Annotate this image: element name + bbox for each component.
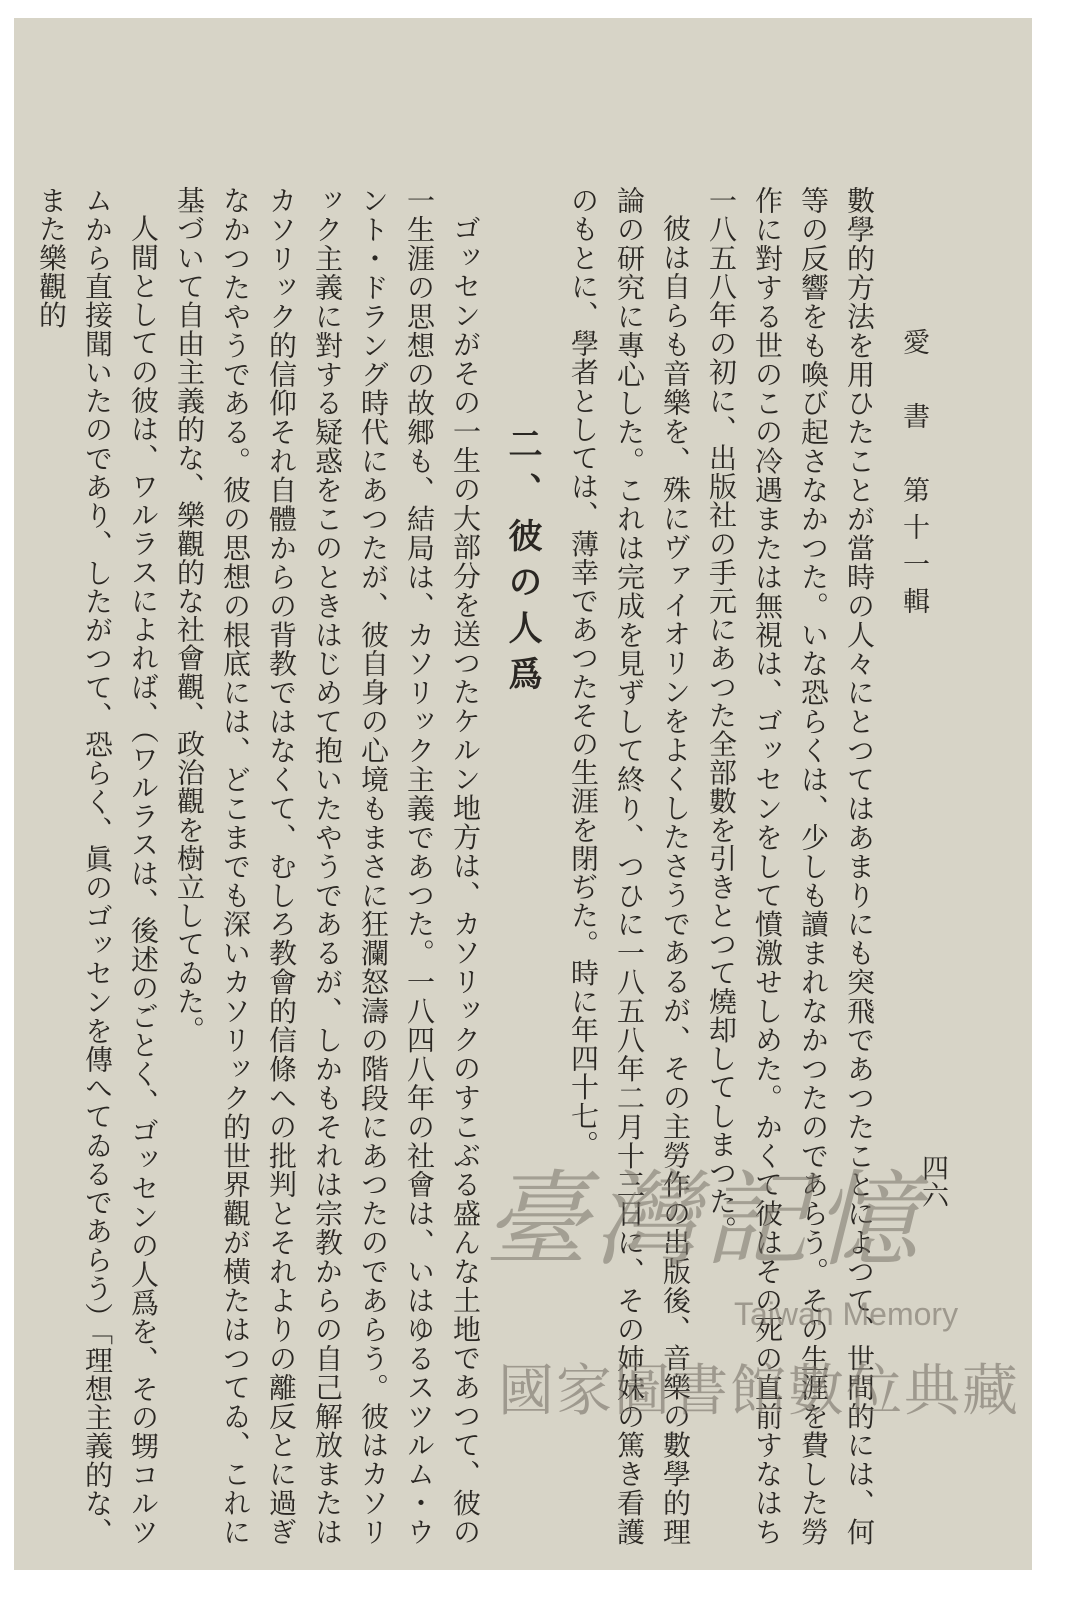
section-heading: 二、彼の人爲 [502, 426, 542, 702]
page-number: 四六 [917, 1154, 948, 1208]
paragraph: 彼は自らも音樂を、殊にヴァイオリンをよくしたさうであるが、その主勞作の出版後、音樂の數學的理論の研究に專心した。これは完成を見ずして終り、つひに一八五八年二月十三日に、その姉妹の篤き看護のもとに、學者としては、薄幸であつたその生涯を閉ぢた。時に年四十七。 [567, 186, 692, 1546]
paragraph: ゴッセンがその一生の大部分を送つたケルン地方は、カソリックのすこぶる盛んな土地であつて、彼の一生涯の思想の故郷も、結局は、カソリック主義であつた。一八四八年の社會は、いはゆるスツルム・ウント・ドラング時代にあつたが、彼自身の心境もまさに狂瀾怒濤の階段にあつたのであらう。彼はカソリック主義に對する疑惑をこのときはじめて抱いたやうであるが、しかもそれは宗教からの自己解放またはカソリック的信仰それ自體からの背教ではなくて、むしろ教會的信條への批判とそれよりの離反とに過ぎなかつたやうである。彼の思想の根底には、どこまでも深いカソリック的世界觀が横たはつてゐ、これに基づいて自由主義的な、樂觀的な社會觀、政治觀を樹立してゐた。 [173, 186, 482, 1546]
first-section-text [566, 186, 882, 1546]
watermark-brush-text: 臺灣記憶 [484, 1159, 925, 1281]
watermark-institution-text: 國家圖書館數位典藏 [498, 1359, 1020, 1424]
running-header-title: 愛 書 第十一輯 [898, 328, 929, 624]
second-section-text [35, 186, 488, 1546]
watermark-english-text: Taiwan Memory [734, 1296, 959, 1332]
book-page [14, 18, 1032, 1570]
paragraph: 人間としての彼は、ワルラスによれば、（ワルラスは、後述のごとく、ゴッセンの人爲を、その甥コルツムから直接聞いたのであり、したがつて、恐らく、眞のゴッセンを傳へてゐるであらう）「理想主義的な、また樂觀的 [35, 186, 160, 1546]
paragraph: 數學的方法を用ひたことが當時の人々にとつてはあまりにも突飛であつたことによつて、世間的には、何等の反響をも喚び起さなかつた。いな恐らくは、少しも讀まれなかつたのであらう。その生涯を費した勞作に對する世のこの冷遇または無視は、ゴッセンをして憤激せしめた。かくて彼はその死の直前すなはち一八五八年の初に、出版社の手元にあつた全部數を引きとつて燒却してしまつた。 [705, 186, 876, 1546]
